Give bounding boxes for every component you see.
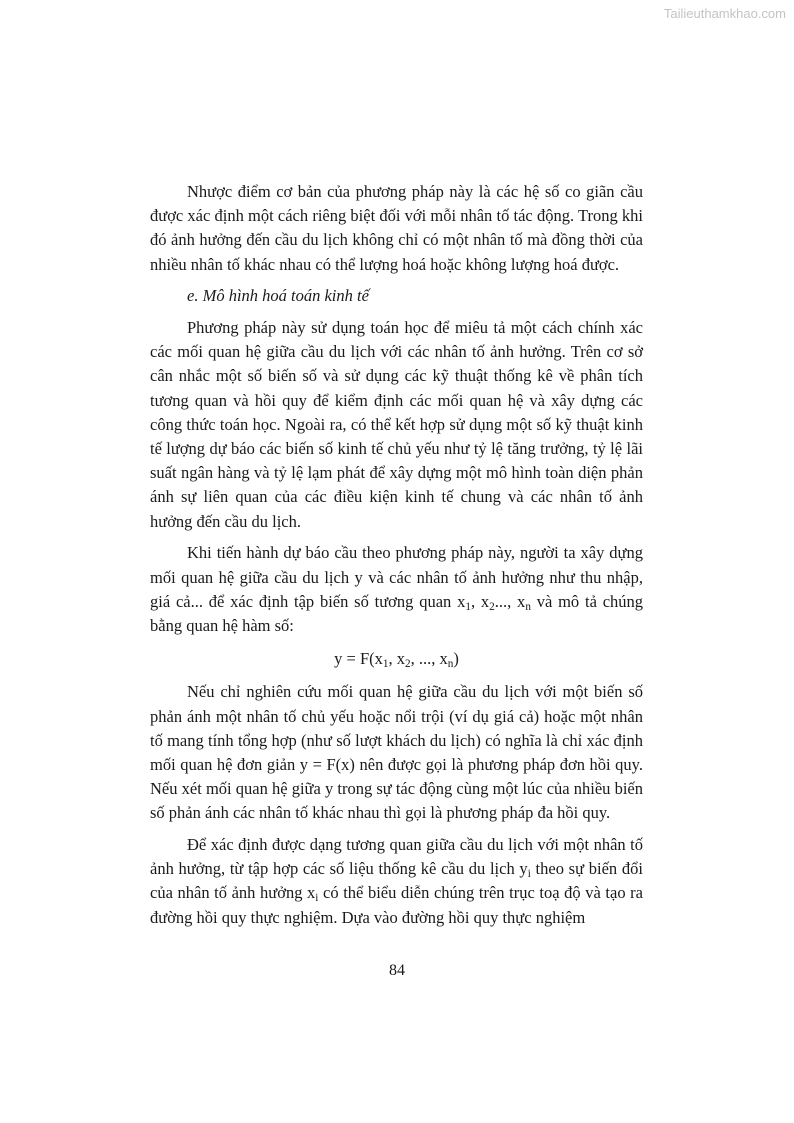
text-run: có thể biểu diễn chúng trên trục toạ độ và tạo ra đường hồi quy thực nghiệm. Dựa vào đường hồi quy thực nghiệm: [150, 883, 643, 927]
formula-part: , x: [388, 649, 405, 669]
watermark: Tailieuthamkhao.com: [663, 6, 786, 21]
formula-part: , ..., x: [410, 649, 448, 669]
subscript: n: [447, 657, 454, 670]
text-run: ..., x: [494, 591, 526, 611]
text-run: Khi tiến hành dự báo cầu theo phương pháp này, người ta xây dựng mối quan hệ giữa cầu du lịch y và các nhân tố ảnh hưởng như thu nhập, giá cả... để xác định tập biến số tương quan x: [150, 543, 643, 611]
text-run: , x: [470, 591, 490, 611]
subscript: i: [527, 868, 531, 881]
subscript: 2: [489, 600, 495, 613]
subscript: 1: [465, 600, 471, 613]
text-run: Để xác định được dạng tương quan giữa cầu du lịch với một nhân tố ảnh hưởng, từ tập hợp các số liệu thống kê cầu du lịch y: [150, 835, 643, 879]
subscript: i: [315, 892, 319, 905]
paragraph-disadvantage: Nhược điểm cơ bản của phương pháp này là các hệ số co giãn cầu được xác định một cách riêng biệt đối với mỗi nhân tố tác động. Trong khi đó ảnh hưởng đến cầu du lịch không chỉ có một nhân tố mà đồng thời của nhiều nhân tố khác nhau có thể lượng hoá hoặc không lượng hoá được.: [150, 182, 643, 274]
formula-part: ): [453, 649, 459, 669]
function-formula: [150, 647, 643, 671]
page-body: [150, 180, 643, 937]
text-run: theo sự biến đổi của nhân tố ảnh hưởng x: [150, 859, 643, 903]
paragraph-forecast-relation: [150, 541, 643, 638]
formula-part: y = F(x: [334, 649, 383, 669]
text-run: và mô tả chúng bằng quan hệ hàm số:: [150, 591, 644, 635]
subscript: n: [525, 600, 531, 613]
page-number: 84: [389, 962, 405, 979]
subscript: 1: [382, 657, 389, 670]
paragraph-method-description: Phương pháp này sử dụng toán học để miêu tả một cách chính xác các mối quan hệ giữa cầu du lịch với các nhân tố ảnh hưởng. Trên cơ sở cân nhắc một số biến số và sử dụng các kỹ thuật thống kê về phân tích tương quan và hồi quy để kiểm định các mối quan hệ và xây dựng các công thức toán học. Ngoài ra, có thể kết hợp sử dụng một số kỹ thuật kinh tế lượng dự báo các biến số kinh tế chủ yếu như tỷ lệ tăng trưởng, tỷ lệ lãi suất ngân hàng và tỷ lệ lạm phát để xây dựng một mô hình toàn diện phản ánh sự liên quan của các điều kiện kinh tế chung và các nhân tố ảnh hưởng đến cầu du lịch.: [150, 318, 643, 531]
section-heading-e: e. Mô hình hoá toán kinh tế: [187, 286, 369, 306]
paragraph-regression-types: Nếu chỉ nghiên cứu mối quan hệ giữa cầu du lịch với một biến số phản ánh một nhân tố chủ yếu hoặc nổi trội (ví dụ giá cả) hoặc một nhân tố mang tính tổng hợp (như số lượt khách du lịch) có nghĩa là chỉ xác định mối quan hệ đơn giản y = F(x) nên được gọi là phương pháp đơn hồi quy. Nếu xét mối quan hệ giữa y trong sự tác động cùng một lúc của nhiều biến số phản ánh các nhân tố khác nhau thì gọi là phương pháp đa hồi quy.: [150, 682, 643, 823]
paragraph-empirical-regression: [150, 833, 643, 930]
subscript: 2: [405, 657, 411, 670]
